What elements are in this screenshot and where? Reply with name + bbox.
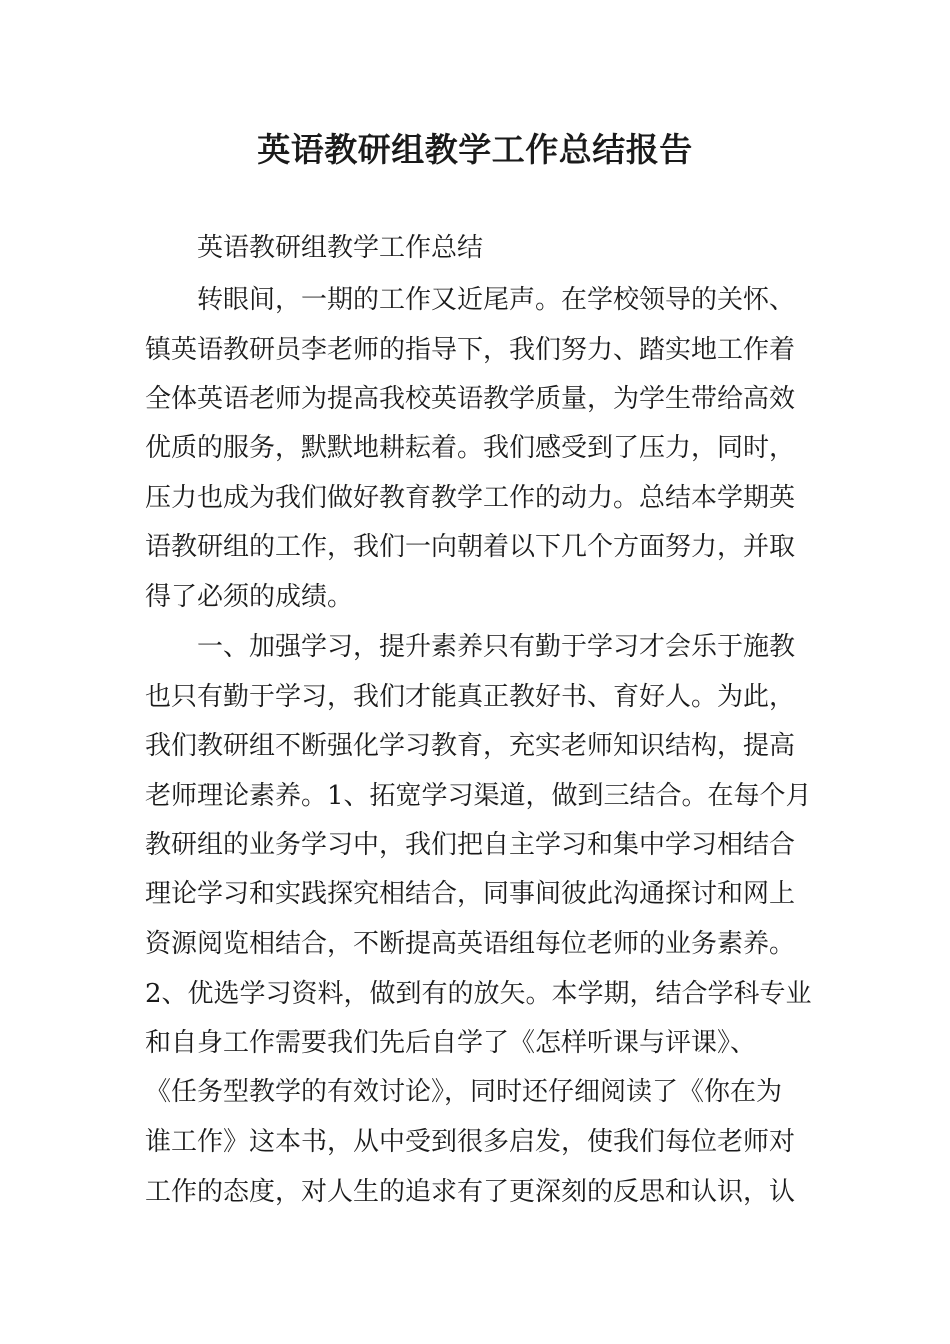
body-line: 老师理论素养。1、拓宽学习渠道，做到三结合。在每个月	[145, 781, 812, 811]
body-line: 谁工作》这本书，从中受到很多启发，使我们每位老师对	[145, 1127, 796, 1157]
body-line: 语教研组的工作，我们一向朝着以下几个方面努力，并取	[145, 532, 796, 562]
body-line: 也只有勤于学习，我们才能真正教好书、育好人。为此，	[145, 682, 796, 712]
body-line: 2、优选学习资料，做到有的放矢。本学期，结合学科专业	[145, 979, 812, 1009]
body-line: 和自身工作需要我们先后自学了《怎样听课与评课》、	[145, 1028, 757, 1058]
document-title: 英语教研组教学工作总结报告	[257, 130, 693, 169]
body-line: 《任务型教学的有效讨论》，同时还仔细阅读了《你在为	[145, 1077, 783, 1107]
body-line: 得了必须的成绩。	[145, 582, 354, 612]
body-line: 理论学习和实践探究相结合，同事间彼此沟通探讨和网上	[145, 879, 796, 909]
body-line: 转眼间，一期的工作又近尾声。在学校领导的关怀、	[197, 285, 796, 315]
body-line: 一、加强学习，提升素养只有勤于学习才会乐于施教	[197, 632, 796, 662]
body-line: 我们教研组不断强化学习教育，充实老师知识结构，提高	[145, 731, 796, 761]
subtitle-line: 英语教研组教学工作总结	[197, 233, 484, 263]
body-line: 压力也成为我们做好教育教学工作的动力。总结本学期英	[145, 483, 796, 513]
body-line: 资源阅览相结合，不断提高英语组每位老师的业务素养。	[145, 929, 796, 959]
body-line: 工作的态度，对人生的追求有了更深刻的反思和认识，认	[145, 1177, 796, 1207]
body-line: 教研组的业务学习中，我们把自主学习和集中学习相结合	[145, 830, 796, 860]
body-line: 优质的服务，默默地耕耘着。我们感受到了压力，同时，	[145, 433, 796, 463]
body-line: 全体英语老师为提高我校英语教学质量，为学生带给高效	[145, 384, 796, 414]
body-line: 镇英语教研员李老师的指导下，我们努力、踏实地工作着	[145, 335, 796, 365]
